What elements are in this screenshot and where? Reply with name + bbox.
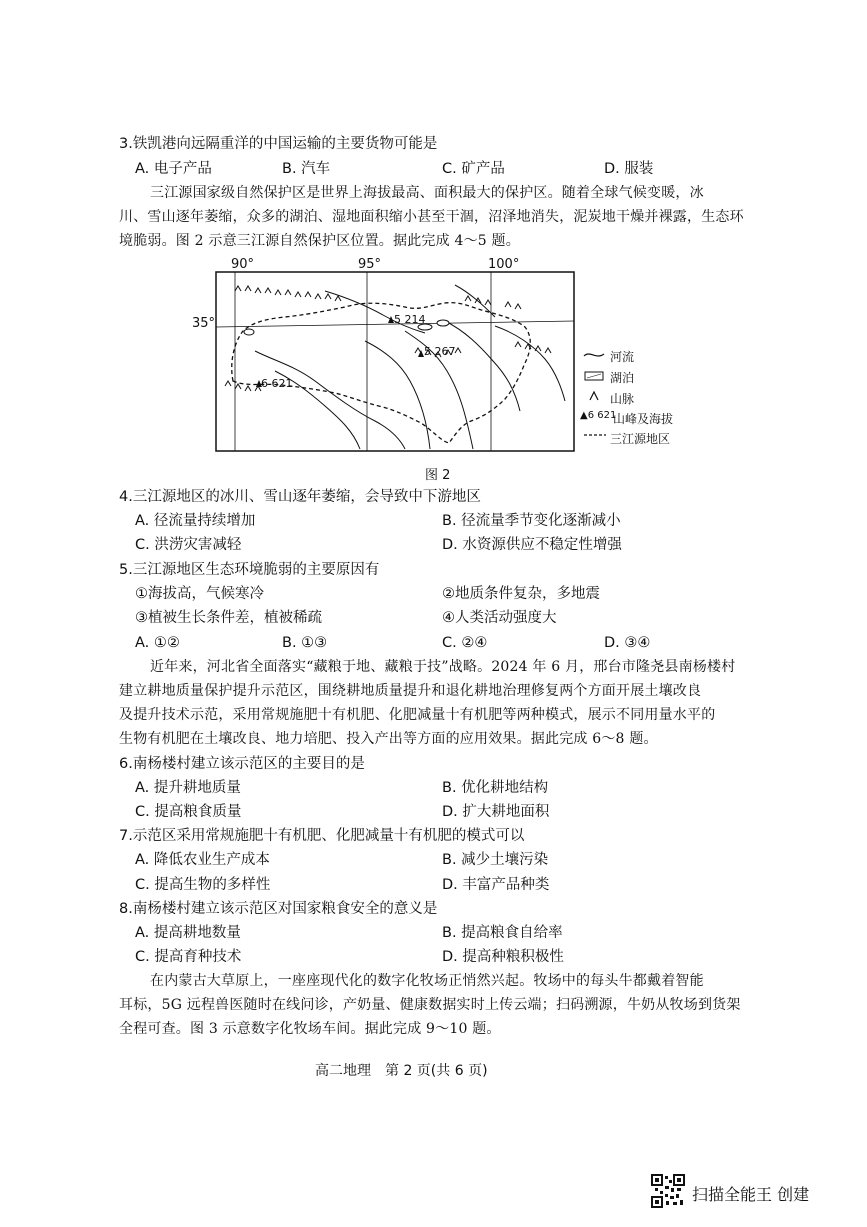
q7-option-b: B. 减少土壤污染 — [442, 852, 549, 868]
q5-item-2: ②地质条件复杂，多地震 — [442, 586, 600, 602]
q3-option-a: A. 电子产品 — [135, 161, 212, 177]
para3-line3: 全程可查。图 3 示意数字化牧场车间。据此完成 9～10 题。 — [119, 1021, 501, 1037]
q3-option-c: C. 矿产品 — [442, 161, 505, 177]
q3-stem: 3.铁凯港向远隔重洋的中国运输的主要货物可能是 — [119, 136, 438, 152]
para1-line2: 川、雪山逐年萎缩，众多的湖泊、湿地面积缩小甚至干涸，沼泽地消失，泥炭地干燥并裸露，生态环 — [119, 209, 744, 225]
legend-river: 河流 — [610, 350, 635, 364]
q5-option-d: D. ③④ — [604, 635, 651, 651]
q3-option-b: B. 汽车 — [282, 161, 331, 177]
q5-item-4: ④人类活动强度大 — [442, 610, 557, 626]
legend-peak: 山峰及海拔 — [613, 412, 674, 426]
sanjiangyuan-map — [215, 271, 575, 452]
qr-code-icon — [651, 1174, 685, 1208]
legend-peak-sample: ▲6 621 — [580, 410, 617, 421]
legend-lake: 湖泊 — [610, 371, 635, 385]
q4-option-d: D. 水资源供应不稳定性增强 — [442, 537, 622, 553]
para2-line2: 建立耕地质量保护提升示范区，围绕耕地质量提升和退化耕地治理修复两个方面开展土壤改良 — [119, 683, 702, 699]
legend-mountain: 山脉 — [610, 392, 635, 406]
peak-label: 5 214 — [394, 313, 426, 326]
q5-option-a: A. ①② — [135, 635, 180, 651]
para2-line4: 生物有机肥在土壤改良、地力培肥、投入产出等方面的应用效果。据此完成 6～8 题。 — [119, 731, 658, 747]
peak-label: 6 621 — [261, 377, 293, 390]
q7-option-d: D. 丰富产品种类 — [442, 877, 550, 893]
q8-option-b: B. 提高粮食自给率 — [442, 925, 563, 941]
lake — [437, 320, 449, 326]
q8-stem: 8.南杨楼村建立该示范区对国家粮食安全的意义是 — [119, 901, 438, 917]
q5-item-3: ③植被生长条件差，植被稀疏 — [135, 610, 322, 626]
map-figure — [215, 271, 575, 452]
para2-line1: 近年来，河北省全面落实“藏粮于地、藏粮于技”战略。2024 年 6 月，邢台市隆尧县南杨楼村 — [150, 659, 736, 675]
para3-line1: 在内蒙古大草原上，一座座现代化的数字化牧场正悄然兴起。牧场中的每头牛都戴着智能 — [150, 973, 704, 989]
q7-stem: 7.示范区采用常规施肥十有机肥、化肥减量十有机肥的模式可以 — [119, 828, 525, 844]
mountain-icon — [590, 392, 598, 400]
q4-option-a: A. 径流量持续增加 — [135, 513, 256, 529]
q6-option-c: C. 提高粮食质量 — [135, 804, 242, 820]
q6-stem: 6.南杨楼村建立该示范区的主要目的是 — [119, 756, 365, 772]
watermark-text: 扫描全能王 创建 — [692, 1185, 810, 1204]
q8-option-c: C. 提高育种技术 — [135, 949, 242, 965]
river-icon — [584, 354, 604, 356]
q7-option-c: C. 提高生物的多样性 — [135, 877, 271, 893]
q6-option-b: B. 优化耕地结构 — [442, 780, 549, 796]
lon-label-95: 95° — [358, 257, 382, 272]
peak-label: 5 267 — [424, 345, 456, 358]
q3-option-d: D. 服装 — [604, 161, 654, 177]
para2-line3: 及提升技术示范，采用常规施肥十有机肥、化肥减量十有机肥等两种模式，展示不同用量水平的 — [119, 707, 716, 723]
q4-option-c: C. 洪涝灾害减轻 — [135, 537, 242, 553]
lon-label-90: 90° — [231, 257, 255, 272]
lon-label-100: 100° — [488, 257, 520, 272]
para3-line2: 耳标，5G 远程兽医随时在线问诊，产奶量、健康数据实时上传云端；扫码溯源，牛奶从牧场到货架 — [119, 997, 741, 1013]
q5-stem: 5.三江源地区生态环境脆弱的主要原因有 — [119, 562, 380, 578]
para1-line3: 境脆弱。图 2 示意三江源自然保护区位置。据此完成 4～5 题。 — [119, 233, 520, 249]
q7-option-a: A. 降低农业生产成本 — [135, 852, 270, 868]
page-footer: 高二地理 第 2 页(共 6 页) — [315, 1063, 488, 1079]
legend-symbols — [582, 348, 610, 444]
figure-caption: 图 2 — [425, 468, 451, 483]
q6-option-d: D. 扩大耕地面积 — [442, 804, 550, 820]
q5-item-1: ①海拔高，气候寒冷 — [135, 586, 264, 602]
q6-option-a: A. 提升耕地质量 — [135, 780, 241, 796]
q5-option-b: B. ①③ — [282, 635, 328, 651]
q4-stem: 4.三江源地区的冰川、雪山逐年萎缩，会导致中下游地区 — [119, 489, 481, 505]
legend-boundary: 三江源地区 — [610, 432, 671, 446]
q5-option-c: C. ②④ — [442, 635, 488, 651]
q8-option-a: A. 提高耕地数量 — [135, 925, 241, 941]
q8-option-d: D. 提高种粮积极性 — [442, 949, 564, 965]
para1-line1: 三江源国家级自然保护区是世界上海拔最高、面积最大的保护区。随着全球气候变暖，冰 — [150, 185, 704, 201]
q4-option-b: B. 径流量季节变化逐渐减小 — [442, 513, 621, 529]
lake — [244, 329, 254, 335]
lat-label-35: 35° — [192, 316, 216, 331]
